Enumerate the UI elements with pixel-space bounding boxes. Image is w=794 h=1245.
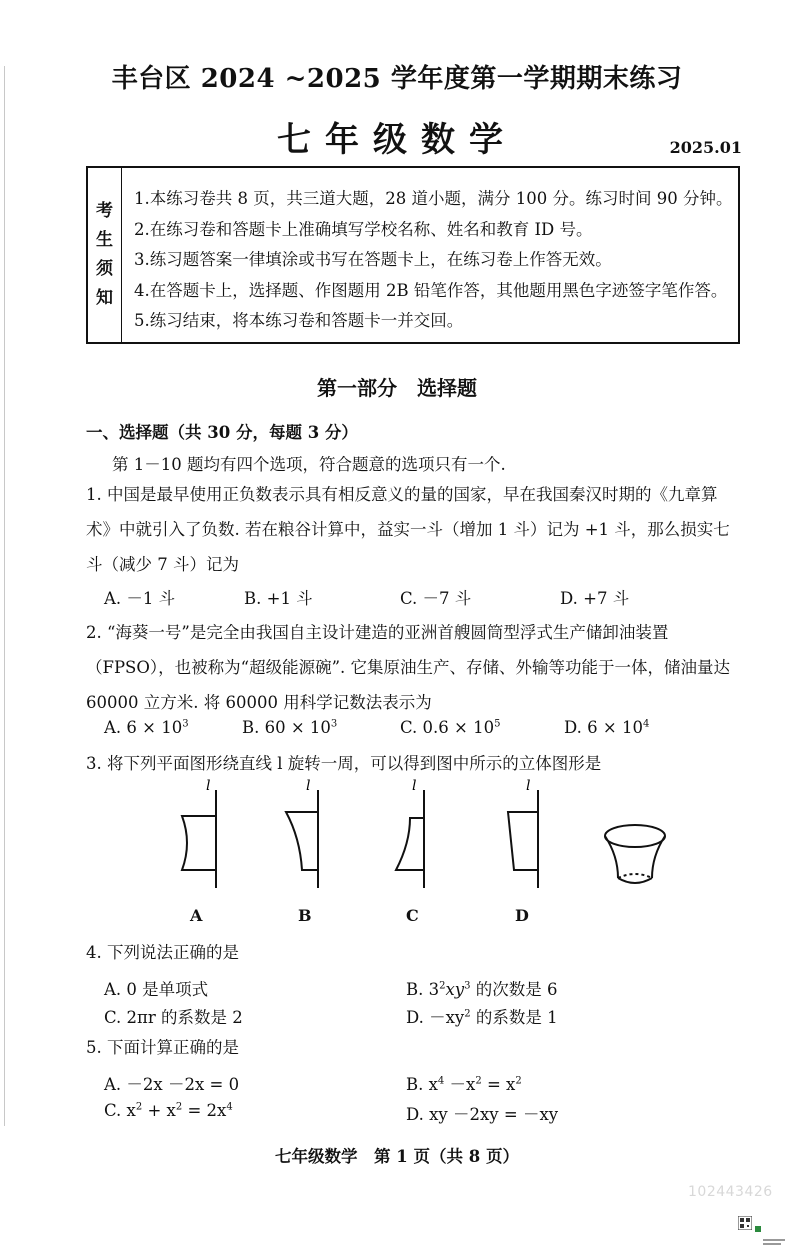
notice-item: 2.在练习卷和答题卡上准确填写学校名称、姓名和教育 ID 号。 [134, 219, 593, 239]
question-2 [86, 615, 746, 720]
option-text: = 2x [182, 1101, 227, 1120]
option-c[interactable] [104, 1101, 233, 1120]
figure-b-shape [286, 790, 318, 888]
axis-label: l [526, 778, 531, 794]
question-text-line: 术》中就引入了负数. 若在粮谷计算中，益实一斗（增加 1 斗）记为 +1 斗，那么损实七 [86, 520, 730, 539]
watermark-id: 102443426 [688, 1184, 773, 1200]
option-exponent: 2 [175, 1101, 183, 1113]
option-c[interactable] [400, 718, 500, 737]
figure-label-d[interactable]: D [515, 906, 529, 925]
option-exponent: 3 [464, 980, 471, 992]
option-text: = x [481, 1075, 516, 1094]
option-text: B. 60 × 10 [242, 718, 331, 737]
option-c[interactable]: C. 2πr 的系数是 2 [104, 1008, 243, 1027]
option-b[interactable]: B. +1 斗 [244, 589, 313, 608]
notice-item: 4.在答题卡上，选择题、作图题用 2B 铅笔作答，其他题用黑色字迹签字笔作答。 [134, 280, 728, 300]
qr-code-icon [738, 1216, 752, 1230]
option-exponent: 4 [437, 1075, 445, 1087]
part-title: 第一部分 选择题 [317, 376, 477, 400]
option-b[interactable] [406, 976, 558, 1000]
option-text: + x [142, 1101, 176, 1120]
option-exponent: 4 [642, 718, 650, 730]
option-a[interactable]: A. 0 是单项式 [104, 980, 209, 999]
option-text: 的系数是 1 [470, 1008, 558, 1027]
option-text: C. 0.6 × 10 [400, 718, 495, 737]
figure-label-a[interactable]: A [190, 906, 203, 925]
notice-label-char: 知 [96, 288, 113, 308]
option-b[interactable] [406, 1071, 522, 1095]
question-text: 4. 下列说法正确的是 [86, 943, 239, 962]
option-d[interactable]: D. +7 斗 [560, 589, 630, 608]
option-d[interactable]: D. xy －2xy = －xy [406, 1105, 559, 1124]
notice-item: 3.练习题答案一律填涂或书写在答题卡上，在练习卷上作答无效。 [134, 250, 612, 269]
rotation-figures [130, 778, 690, 898]
option-text: D. 6 × 10 [564, 718, 643, 737]
option-exponent: 2 [515, 1075, 522, 1087]
question-text-line: 2. “海葵一号”是完全由我国自主设计建造的亚洲首艘圆筒型浮式生产储卸油装置 [86, 623, 669, 642]
question-text: 3. 将下列平面图形绕直线 l 旋转一周，可以得到图中所示的立体图形是 [86, 754, 602, 773]
page-footer: 七年级数学 第 1 页（共 8 页） [275, 1147, 519, 1166]
brand-logo [755, 1218, 789, 1245]
exam-date: 2025.01 [669, 138, 742, 157]
option-a[interactable] [104, 718, 189, 737]
option-a[interactable]: A. －2x －2x = 0 [104, 1075, 240, 1094]
option-text: D. －xy [406, 1008, 465, 1027]
exam-title-line2: 七年级数学 [277, 120, 517, 160]
axis-label: l [206, 778, 211, 794]
question-text-line: （FPSO），也被称为“超级能源碗”. 它集原油生产、存储、外输等功能于一体，储油量达 [86, 658, 730, 677]
option-b[interactable] [242, 718, 337, 737]
question-3 [86, 746, 746, 781]
option-text: C. x [104, 1101, 136, 1120]
notice-label-char: 生 [96, 230, 113, 250]
question-text-line: 60000 立方米. 将 60000 用科学记数法表示为 [86, 693, 432, 712]
option-d[interactable] [564, 718, 649, 737]
option-exponent: 3 [330, 718, 338, 730]
option-text: B. x [406, 1075, 438, 1094]
option-text: B. 3 [406, 980, 440, 999]
exam-title-line1: 丰台区 2024 ~2025 学年度第一学期期末练习 [111, 64, 683, 94]
option-c[interactable]: C. －7 斗 [400, 589, 472, 608]
notice-items [134, 184, 733, 337]
question-text-line: 1. 中国是最早使用正负数表示具有相反意义的量的国家，早在我国秦汉时期的《九章算 [86, 485, 718, 504]
figure-d-shape [508, 790, 538, 888]
notice-label-char: 须 [96, 259, 113, 279]
option-exponent: 3 [182, 718, 189, 730]
brand-icon [755, 1226, 761, 1232]
question-text-line: 斗（减少 7 斗）记为 [86, 555, 239, 574]
question-4 [86, 935, 746, 970]
option-exponent: 2 [464, 1008, 471, 1020]
figure-label-b[interactable]: B [298, 906, 312, 925]
option-exponent: 2 [439, 980, 446, 992]
option-d[interactable] [406, 1004, 558, 1028]
option-exponent: 4 [226, 1101, 233, 1113]
section-instruction: 第 1－10 题均有四个选项，符合题意的选项只有一个. [112, 455, 506, 474]
candidate-notice-box [86, 166, 740, 344]
notice-label-char: 考 [96, 201, 113, 221]
notice-label [88, 168, 122, 342]
option-text: xy [445, 980, 465, 999]
figure-label-c[interactable]: C [406, 906, 419, 925]
scan-edge-line [4, 66, 5, 1126]
axis-label: l [412, 778, 417, 794]
axis-label: l [306, 778, 311, 794]
option-a[interactable]: A. －1 斗 [104, 589, 176, 608]
question-text: 5. 下面计算正确的是 [86, 1038, 239, 1057]
option-text: 的次数是 6 [470, 980, 558, 999]
figure-c-shape [396, 790, 424, 888]
figure-a-shape [182, 790, 216, 888]
question-1 [86, 477, 746, 582]
section-heading: 一、选择题（共 30 分，每题 3 分） [86, 423, 358, 442]
option-exponent: 5 [494, 718, 501, 730]
solid-cup-figure [605, 825, 665, 883]
option-text: A. 6 × 10 [104, 718, 183, 737]
question-5 [86, 1030, 746, 1065]
option-text: －x [444, 1075, 476, 1094]
notice-item: 5.练习结束，将本练习卷和答题卡一并交回。 [134, 311, 464, 330]
option-exponent: 2 [135, 1101, 143, 1113]
option-exponent: 2 [475, 1075, 482, 1087]
notice-item: 1.本练习卷共 8 页，共三道大题，28 道小题，满分 100 分。练习时间 90 分钟。 [134, 189, 733, 208]
